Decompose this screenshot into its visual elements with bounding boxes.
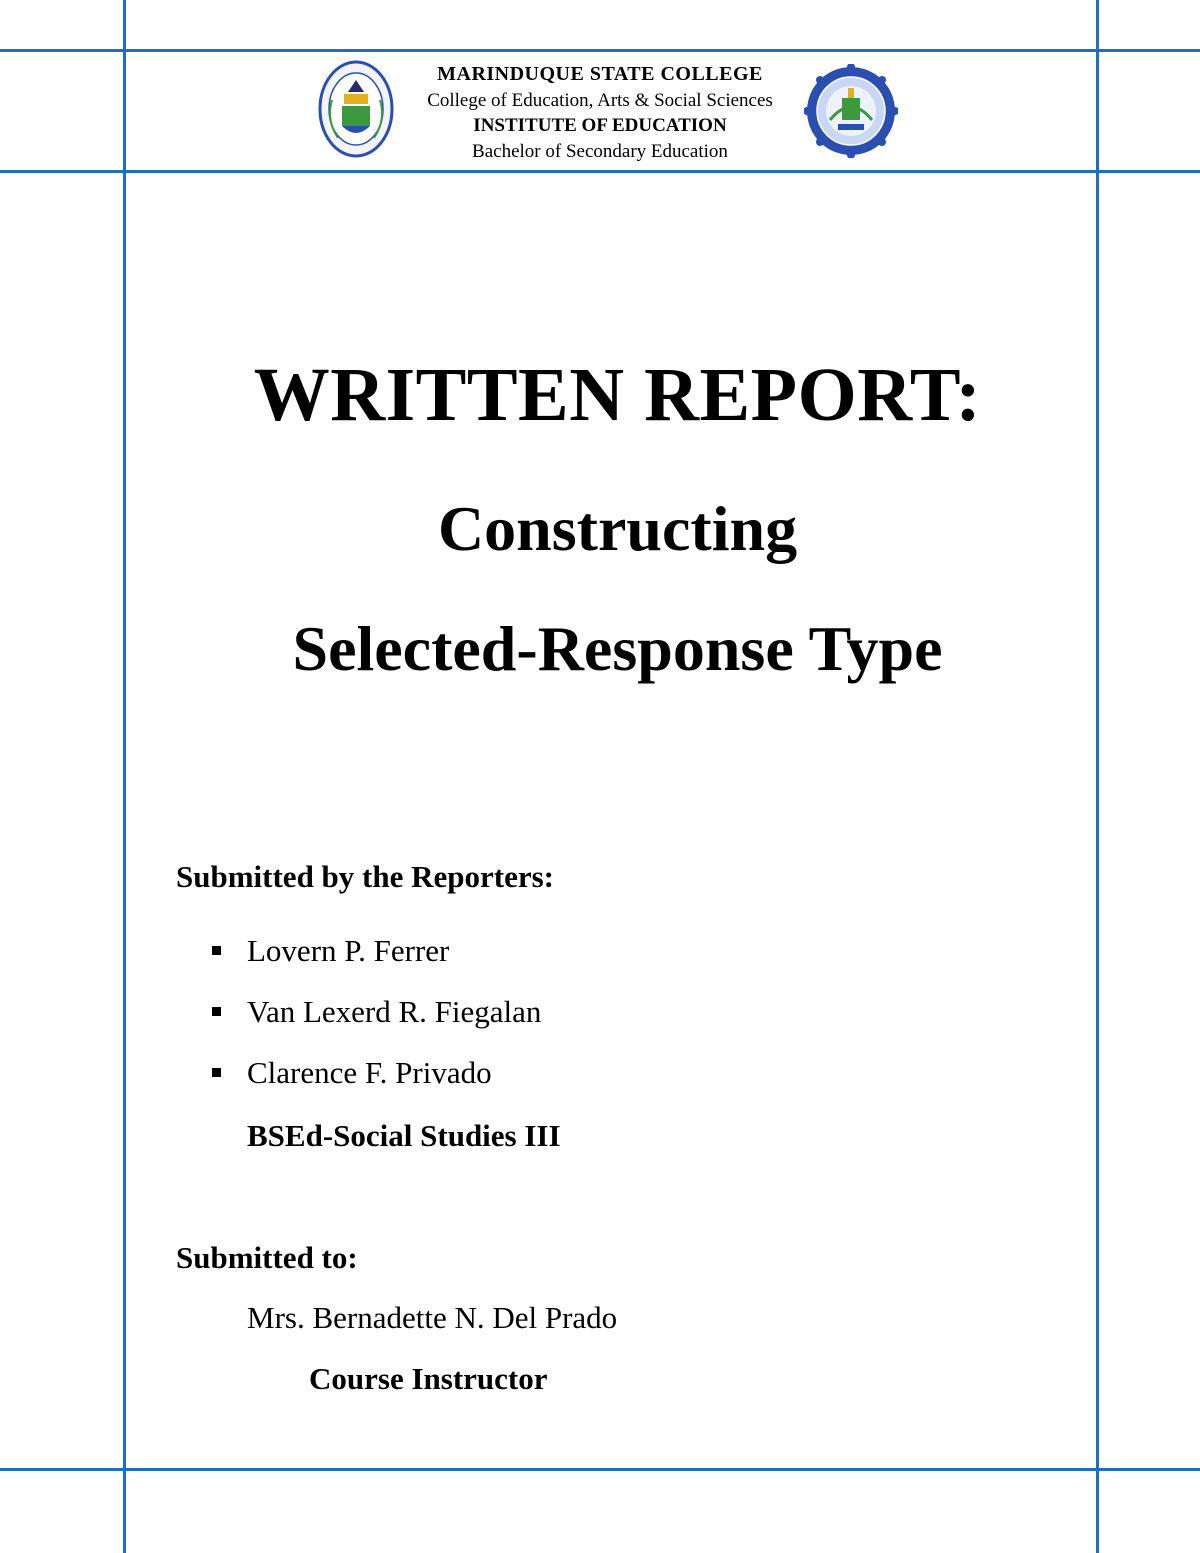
reporter-name: Lovern P. Ferrer bbox=[247, 932, 450, 968]
report-title: WRITTEN REPORT: bbox=[253, 353, 982, 437]
instructor-role: Course Instructor bbox=[309, 1361, 548, 1396]
report-subtitle-line-2: Selected-Response Type bbox=[292, 613, 943, 684]
submitted-to-heading: Submitted to: bbox=[176, 1240, 358, 1275]
college-name: MARINDUQUE STATE COLLEGE bbox=[437, 63, 763, 85]
reporter-list bbox=[212, 920, 541, 1103]
list-item bbox=[212, 920, 541, 981]
square-bullet-icon bbox=[212, 946, 221, 955]
list-item bbox=[212, 981, 541, 1042]
reporter-name: Clarence F. Privado bbox=[247, 1054, 492, 1090]
submitted-by-heading: Submitted by the Reporters: bbox=[176, 859, 554, 894]
header-divider-rule bbox=[0, 170, 1200, 173]
square-bullet-icon bbox=[212, 1007, 221, 1016]
institute-name: INSTITUTE OF EDUCATION bbox=[473, 115, 727, 136]
list-item bbox=[212, 1042, 541, 1103]
square-bullet-icon bbox=[212, 1068, 221, 1077]
department-name: College of Education, Arts & Social Sciences bbox=[427, 89, 773, 111]
reporter-name: Van Lexerd R. Fiegalan bbox=[247, 993, 542, 1029]
top-border-rule bbox=[0, 49, 1200, 52]
program-name: Bachelor of Secondary Education bbox=[472, 140, 728, 162]
instructor-name: Mrs. Bernadette N. Del Prado bbox=[247, 1300, 618, 1335]
course-section: BSEd-Social Studies III bbox=[247, 1118, 561, 1153]
bottom-border-rule bbox=[0, 1468, 1200, 1471]
college-seal-icon bbox=[318, 60, 394, 158]
right-border-rule bbox=[1096, 0, 1099, 1553]
report-subtitle-line-1: Constructing bbox=[437, 493, 798, 564]
institute-seal-icon bbox=[804, 64, 898, 158]
letterhead bbox=[0, 60, 1200, 170]
left-border-rule bbox=[123, 0, 126, 1553]
